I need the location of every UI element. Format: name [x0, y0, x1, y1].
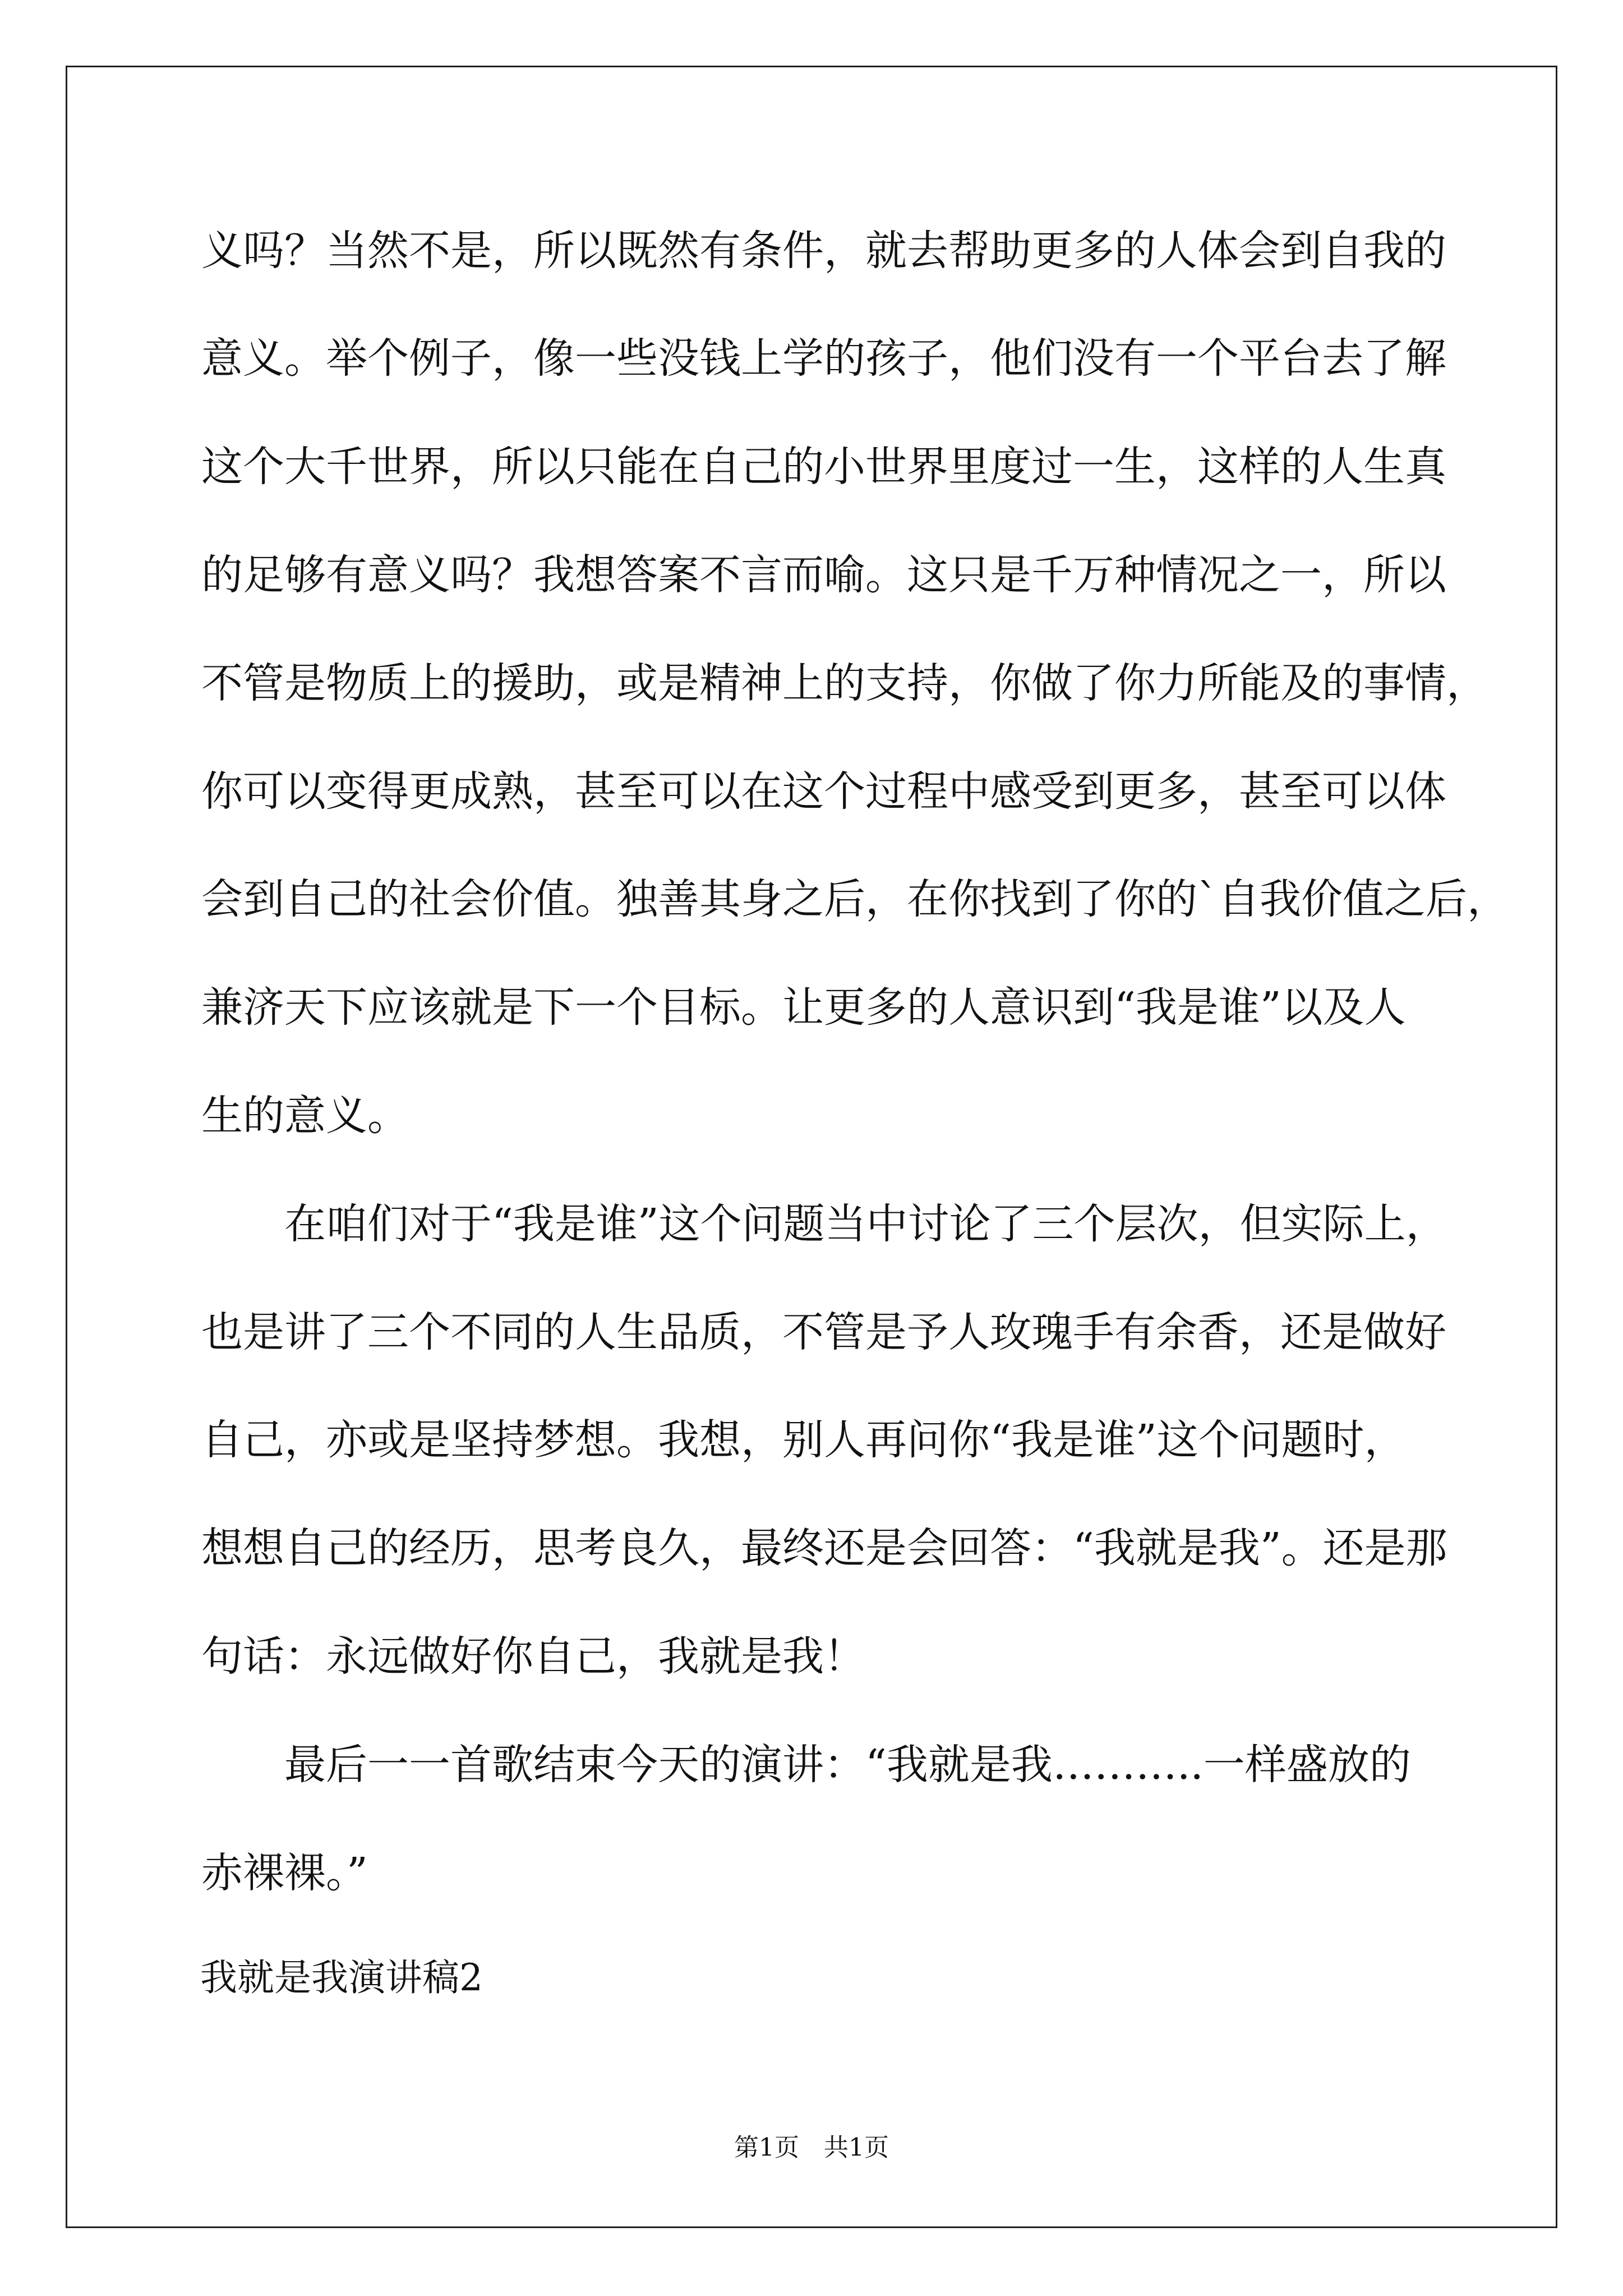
- text-line: 在咱们对于“我是谁”这个问题当中讨论了三个层次，但实际上，: [201, 1200, 1447, 1248]
- page-footer: 第1页 共1页: [734, 2133, 889, 2162]
- text-line: 想想自己的经历，思考良久，最终还是会回答：“我就是我”。还是那: [201, 1524, 1447, 1572]
- section-heading: 我就是我演讲稿2: [200, 1956, 483, 1999]
- text-line: 你可以变得更成熟，甚至可以在这个过程中感受到更多，甚至可以体: [201, 767, 1446, 816]
- text-line: 句话：永远做好你自己，我就是我！: [201, 1632, 865, 1681]
- text-line: 最后一一首歌结束今天的演讲：“我就是我………..一样盛放的: [201, 1741, 1411, 1789]
- text-line: 义吗？当然不是，所以既然有条件，就去帮助更多的人体会到自我的: [201, 227, 1446, 275]
- text-line: 兼济天下应该就是下一个目标。让更多的人意识到“我是谁”以及人: [201, 983, 1406, 1032]
- text-line: 自己，亦或是坚持梦想。我想，别人再问你“我是谁”这个问题时，: [201, 1416, 1406, 1464]
- page-border: [66, 66, 1557, 2228]
- text-line: 赤裸裸。”: [201, 1849, 368, 1897]
- text-line: 生的意义。: [201, 1092, 409, 1140]
- text-line: 意义。举个例子，像一些没钱上学的孩子，他们没有一个平台去了解: [201, 334, 1446, 383]
- text-line: 的足够有意义吗？我想答案不言而喻。这只是千万种情况之一，所以: [201, 551, 1446, 599]
- text-line: 不管是物质上的援助，或是精神上的支持，你做了你力所能及的事情，: [201, 659, 1488, 707]
- text-line: 这个大千世界，所以只能在自己的小世界里度过一生，这样的人生真: [201, 443, 1446, 491]
- text-line: 也是讲了三个不同的人生品质，不管是予人玫瑰手有余香，还是做好: [201, 1308, 1446, 1356]
- text-line: 会到自己的社会价值。独善其身之后，在你找到了你的`自我价值之后，: [201, 875, 1509, 923]
